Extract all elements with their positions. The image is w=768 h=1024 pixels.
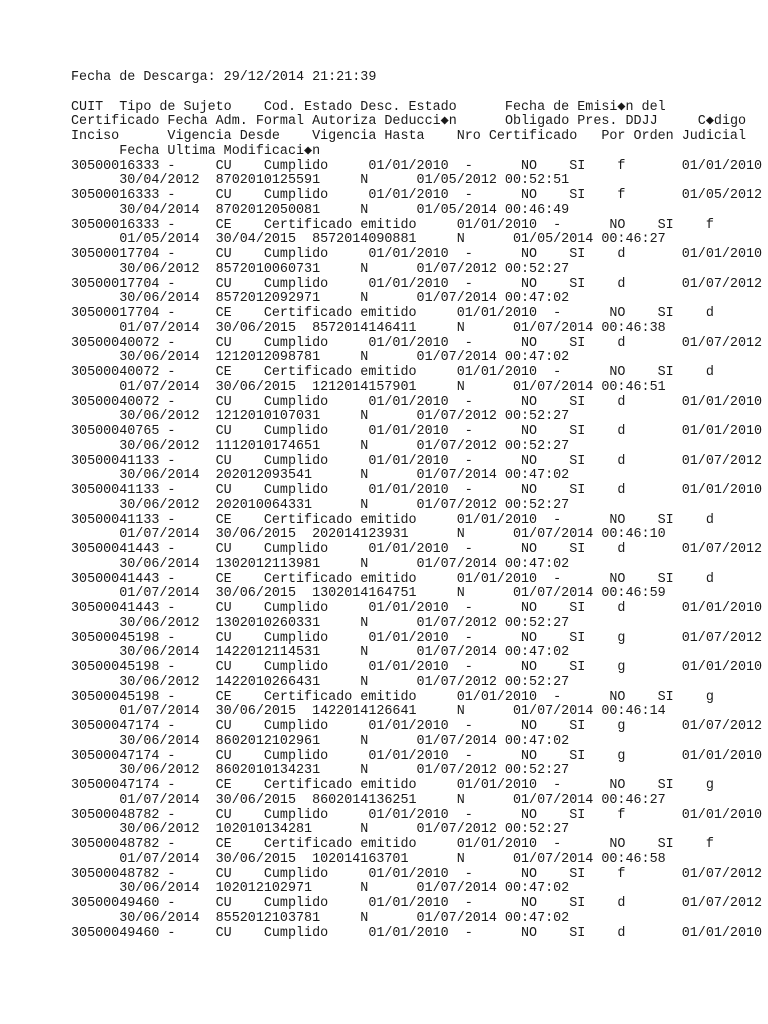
record-line-primary: 30500016333 - CE Certificado emitido 01/01/2010 - NO SI f xyxy=(71,217,714,233)
record-line-primary: 30500041443 - CU Cumplido 01/01/2010 - NO SI d 01/01/2010 xyxy=(71,601,763,616)
record xyxy=(71,838,768,868)
record-line-primary: 30500047174 - CU Cumplido 01/01/2010 - NO SI g 01/01/2010 xyxy=(71,748,763,764)
record-line-secondary: 01/07/2014 30/06/2015 1212014157901 N 01/07/2014 00:46:51 xyxy=(71,379,666,395)
record-line-primary: 30500049460 - CU Cumplido 01/01/2010 - NO SI d 01/01/2010 xyxy=(71,925,763,941)
record-line-primary: 30500016333 - CU Cumplido 01/01/2010 - NO SI f 01/05/2012 xyxy=(71,188,763,203)
record-line-secondary: 30/06/2012 102010134281 N 01/07/2012 00:52:27 xyxy=(71,822,570,838)
column-header-line: Certificado Fecha Adm. Formal Autoriza Deducci◆n Obligado Pres. DDJJ C◆digo xyxy=(71,114,747,130)
record-line-primary: 30500040072 - CU Cumplido 01/01/2010 - NO SI d 01/07/2012 xyxy=(71,335,763,351)
record xyxy=(71,897,768,927)
record xyxy=(71,514,768,544)
record xyxy=(71,602,768,632)
record-line-primary: 30500017704 - CU Cumplido 01/01/2010 - NO SI d 01/01/2010 xyxy=(71,247,763,262)
record xyxy=(71,396,768,426)
record-line-secondary: 01/07/2014 30/06/2015 102014163701 N 01/07/2014 00:46:58 xyxy=(71,851,666,867)
record xyxy=(71,425,768,455)
record-line-primary: 30500017704 - CE Certificado emitido 01/01/2010 - NO SI d xyxy=(71,306,714,321)
records-list xyxy=(71,160,768,942)
record xyxy=(71,160,768,190)
record-line-secondary: 30/06/2014 8602012102961 N 01/07/2014 00:47:02 xyxy=(71,733,570,749)
record-line-primary: 30500048782 - CU Cumplido 01/01/2010 - NO SI f 01/07/2012 xyxy=(71,866,763,882)
record xyxy=(71,750,768,780)
record-line-secondary: 30/04/2012 8702010125591 N 01/05/2012 00:52:51 xyxy=(71,173,570,189)
record-line-secondary: 01/07/2014 30/06/2015 1422014126641 N 01/07/2014 00:46:14 xyxy=(71,704,666,720)
download-date-line: Fecha de Descarga: 29/12/2014 21:21:39 xyxy=(71,70,377,85)
record-line-primary: 30500041133 - CU Cumplido 01/01/2010 - NO SI d 01/01/2010 xyxy=(71,483,763,498)
record-line-secondary: 30/06/2014 8552012103781 N 01/07/2014 00:47:02 xyxy=(71,910,570,926)
record xyxy=(71,720,768,750)
record-line-secondary: 30/06/2014 102012102971 N 01/07/2014 00:47:02 xyxy=(71,881,570,897)
record xyxy=(71,573,768,603)
record xyxy=(71,189,768,219)
record xyxy=(71,868,768,898)
record-line-primary: 30500048782 - CE Certificado emitido 01/01/2010 - NO SI f xyxy=(71,837,714,852)
record xyxy=(71,307,768,337)
record-line-primary: 30500040072 - CU Cumplido 01/01/2010 - NO SI d 01/01/2010 xyxy=(71,394,763,410)
record-line-primary: 30500017704 - CU Cumplido 01/01/2010 - NO SI d 01/07/2012 xyxy=(71,276,763,292)
record xyxy=(71,632,768,662)
record-line-primary: 30500047174 - CE Certificado emitido 01/01/2010 - NO SI g xyxy=(71,778,714,793)
record-line-primary: 30500041133 - CE Certificado emitido 01/01/2010 - NO SI d xyxy=(71,512,714,528)
record xyxy=(71,661,768,691)
record xyxy=(71,809,768,839)
record xyxy=(71,248,768,278)
record-line-secondary: 30/06/2012 8602010134231 N 01/07/2012 00:52:27 xyxy=(71,763,570,779)
column-header-line: Fecha Ultima Modificaci◆n xyxy=(71,143,321,159)
record-line-secondary: 30/06/2012 1212010107031 N 01/07/2012 00:52:27 xyxy=(71,409,570,425)
record-line-secondary: 30/06/2012 1422010266431 N 01/07/2012 00:52:27 xyxy=(71,674,570,690)
record-line-secondary: 30/06/2012 8572010060731 N 01/07/2012 00:52:27 xyxy=(71,261,570,277)
record-line-secondary: 30/06/2014 1422012114531 N 01/07/2014 00:47:02 xyxy=(71,645,570,661)
column-header-block xyxy=(71,101,768,160)
record-line-secondary: 30/06/2012 202010064331 N 01/07/2012 00:52:27 xyxy=(71,497,570,513)
record xyxy=(71,455,768,485)
record-line-primary: 30500045198 - CE Certificado emitido 01/01/2010 - NO SI g xyxy=(71,689,714,705)
record-line-secondary: 01/07/2014 30/06/2015 1302014164751 N 01/07/2014 00:46:59 xyxy=(71,586,666,602)
record-line-primary: 30500016333 - CU Cumplido 01/01/2010 - NO SI f 01/01/2010 xyxy=(71,158,763,174)
record xyxy=(71,366,768,396)
record-line-primary: 30500040072 - CE Certificado emitido 01/01/2010 - NO SI d xyxy=(71,365,714,380)
record xyxy=(71,543,768,573)
record-line-secondary: 01/07/2014 30/06/2015 8602014136251 N 01/07/2014 00:46:27 xyxy=(71,792,666,808)
record-line-secondary: 01/05/2014 30/04/2015 8572014090881 N 01/05/2014 00:46:27 xyxy=(71,232,666,248)
record-line-primary: 30500041133 - CU Cumplido 01/01/2010 - NO SI d 01/07/2012 xyxy=(71,453,763,469)
record-line-primary: 30500041443 - CU Cumplido 01/01/2010 - NO SI d 01/07/2012 xyxy=(71,542,763,557)
record-line-secondary: 01/07/2014 30/06/2015 202014123931 N 01/07/2014 00:46:10 xyxy=(71,527,666,543)
record xyxy=(71,278,768,308)
report-page xyxy=(71,71,768,941)
record-line-secondary: 30/06/2012 1302010260331 N 01/07/2012 00:52:27 xyxy=(71,615,570,631)
record xyxy=(71,927,768,942)
record xyxy=(71,779,768,809)
record-line-primary: 30500040765 - CU Cumplido 01/01/2010 - NO SI d 01/01/2010 xyxy=(71,424,763,439)
record-line-secondary: 30/06/2014 1302012113981 N 01/07/2014 00:47:02 xyxy=(71,556,570,572)
record-line-primary: 30500045198 - CU Cumplido 01/01/2010 - NO SI g 01/07/2012 xyxy=(71,630,763,646)
record-line-primary: 30500045198 - CU Cumplido 01/01/2010 - NO SI g 01/01/2010 xyxy=(71,660,763,675)
column-header-line: CUIT Tipo de Sujeto Cod. Estado Desc. Estado Fecha de Emisi◆n del xyxy=(71,99,666,115)
record-line-primary: 30500048782 - CU Cumplido 01/01/2010 - NO SI f 01/01/2010 xyxy=(71,807,763,823)
record-line-secondary: 30/06/2014 1212012098781 N 01/07/2014 00:47:02 xyxy=(71,350,570,366)
record-line-primary: 30500047174 - CU Cumplido 01/01/2010 - NO SI g 01/07/2012 xyxy=(71,719,763,734)
record xyxy=(71,219,768,249)
record xyxy=(71,337,768,367)
record-line-secondary: 30/06/2014 8572012092971 N 01/07/2014 00:47:02 xyxy=(71,291,570,307)
spacer xyxy=(71,86,768,101)
column-header-line: Inciso Vigencia Desde Vigencia Hasta Nro Certificado Por Orden Judicial xyxy=(71,129,746,144)
record-line-secondary: 30/06/2014 202012093541 N 01/07/2014 00:47:02 xyxy=(71,468,570,484)
record xyxy=(71,484,768,514)
record-line-secondary: 01/07/2014 30/06/2015 8572014146411 N 01/07/2014 00:46:38 xyxy=(71,320,666,336)
record-line-primary: 30500049460 - CU Cumplido 01/01/2010 - NO SI d 01/07/2012 xyxy=(71,896,763,911)
record xyxy=(71,691,768,721)
record-line-secondary: 30/04/2014 8702012050081 N 01/05/2014 00:46:49 xyxy=(71,202,570,218)
record-line-primary: 30500041443 - CE Certificado emitido 01/01/2010 - NO SI d xyxy=(71,571,714,587)
record-line-secondary: 30/06/2012 1112010174651 N 01/07/2012 00:52:27 xyxy=(71,438,570,454)
